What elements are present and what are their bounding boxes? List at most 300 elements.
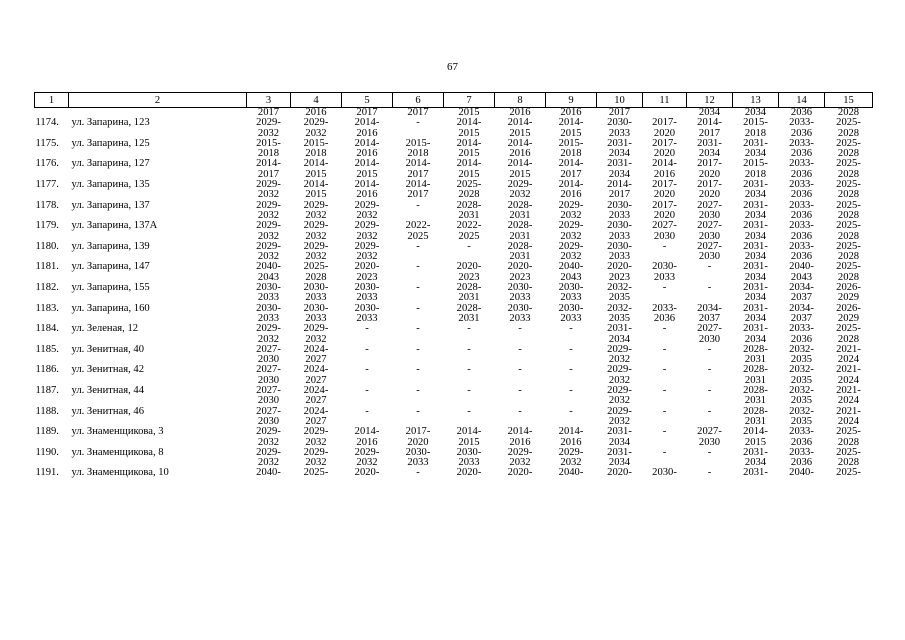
address-cell: ул. Запарина, 127 (71, 158, 150, 170)
table-cell: 2029- 2032 (303, 240, 329, 263)
table-cell: 2014- 2017 (256, 158, 281, 180)
table-cell: 2015- 2018 (256, 137, 281, 160)
table-cell: 2028- 2031 (507, 220, 533, 242)
table-cell: - (518, 364, 522, 376)
table-cell: 2030- 2033 (256, 302, 281, 324)
header-cell-1: 1 (35, 93, 69, 108)
table-cell: 2033- 2036 (789, 117, 814, 139)
table-cell: 2014- 2015 (456, 117, 482, 139)
table-cell: 2014- 2016 (354, 137, 380, 160)
header-cell-7: 7 (444, 93, 495, 108)
table-cell: 2031- 2034 (743, 282, 768, 304)
table-cell: 2014- 2015 (456, 426, 482, 448)
table-cell: 2016 (560, 107, 582, 118)
table-row (35, 242, 873, 263)
table-cell: 2027- 2030 (697, 199, 722, 221)
table-cell: 2031- 2034 (607, 323, 632, 345)
table-cell: 2033- 2036 (652, 302, 677, 324)
table-cell: 2030- (652, 467, 677, 479)
table-cell: 2029- 2032 (354, 220, 380, 242)
table-cell: 2030- 2033 (303, 302, 329, 324)
table-cell: 2015- 2018 (303, 137, 329, 160)
table-cell: 2034- 2037 (697, 302, 722, 324)
table-cell: 2021- 2024 (836, 405, 861, 427)
row-number: 1178. (35, 199, 59, 211)
table-cell: 2014- 2016 (354, 426, 380, 448)
table-cell: 2025- (836, 467, 861, 479)
table-cell: 2030- 2033 (354, 302, 380, 324)
table-cell: 2031- 2034 (743, 261, 768, 283)
table-row (35, 407, 873, 428)
table-cell: 2020- (607, 467, 632, 479)
table-cell: - (707, 467, 712, 479)
table-cell: 2025- 2028 (303, 261, 329, 283)
table-cell: - (467, 385, 471, 397)
header-cell-4: 4 (291, 93, 342, 108)
table-cell: 2014- 2015 (456, 137, 482, 160)
table-cell: - (662, 446, 667, 458)
table-cell: 2034 (698, 107, 721, 118)
table-cell: 2025- 2028 (836, 261, 861, 283)
table-cell: 2028 (837, 107, 860, 118)
row-number: 1191. (35, 467, 59, 479)
table-row (35, 139, 873, 160)
table-cell: 2020- 2023 (607, 261, 632, 283)
table-row (35, 324, 873, 345)
table-cell: 2014- 2017 (558, 158, 584, 180)
header-cell-15: 15 (825, 93, 873, 108)
table-cell: - (416, 405, 420, 417)
table-cell: 2027- 2030 (697, 240, 722, 263)
row-number: 1184. (35, 323, 59, 335)
table-cell: 2031- (743, 467, 768, 479)
table-cell: 2031- 2034 (743, 240, 768, 263)
table-cell: 2029- 2032 (303, 117, 329, 139)
table-cell: 2040- 2043 (789, 261, 814, 283)
table-cell: 2029- 2032 (303, 323, 329, 345)
table-cell: 2030- 2033 (652, 261, 677, 283)
table-cell: 2027- 2030 (652, 220, 677, 242)
table-cell: - (569, 364, 573, 376)
table-cell: - (707, 261, 712, 273)
header-row (35, 93, 873, 108)
table-cell: - (416, 261, 420, 273)
table-cell: 2014- 2015 (303, 179, 329, 201)
table-cell: - (416, 117, 420, 129)
table-cell: - (365, 405, 369, 417)
table-cell: 2025- 2028 (836, 426, 861, 448)
table-cell: 2014- 2017 (607, 179, 632, 201)
address-cell: ул. Знаменщикова, 8 (71, 446, 164, 458)
table-cell: 2027- 2030 (256, 364, 281, 386)
header-cell-14: 14 (779, 93, 825, 108)
table-cell: 2014- 2016 (558, 426, 584, 448)
table-cell: 2036 (790, 107, 813, 118)
table-cell: - (467, 364, 471, 376)
table-cell: - (518, 323, 522, 335)
table-cell: 2014- 2016 (507, 137, 533, 160)
table-cell: 2014- 2015 (743, 426, 768, 448)
table-cell: - (569, 405, 573, 417)
table-cell: 2031- 2034 (743, 302, 768, 324)
header-cell-9: 9 (546, 93, 597, 108)
table-cell: 2031- 2034 (607, 446, 632, 469)
table-cell: 2031- 2034 (743, 137, 768, 160)
table-cell: 2030- 2033 (607, 117, 632, 139)
address-cell: ул. Зенитная, 44 (71, 385, 145, 397)
table-cell: 2033- 2036 (789, 137, 814, 160)
table-cell: - (416, 385, 420, 397)
row-number: 1176. (35, 158, 59, 170)
table-cell: 2016 (305, 107, 327, 118)
table-cell: 2033- 2036 (789, 179, 814, 201)
address-cell: ул. Зеленая, 12 (71, 323, 139, 335)
table-cell: - (662, 282, 667, 294)
table-cell: 2020- (507, 467, 533, 479)
table-cell: 2033- 2036 (789, 220, 814, 242)
table-cell: 2029- 2032 (507, 179, 533, 201)
table-cell: 2017- 2020 (652, 179, 677, 201)
address-cell: ул. Запарина, 123 (71, 117, 150, 129)
table-cell: 2014- 2017 (405, 158, 431, 180)
table-cell: - (467, 240, 471, 252)
table-cell: 2028- 2031 (743, 364, 768, 386)
row-number: 1190. (35, 446, 59, 458)
table-cell: 2014- 2017 (405, 179, 431, 201)
table-cell: 2024- 2027 (303, 364, 329, 386)
table-cell: 2030- 2033 (405, 446, 431, 469)
table-cell: 2014- 2016 (354, 117, 380, 139)
table-cell: 2040- (256, 467, 281, 479)
table-cell: 2028- 2031 (507, 240, 533, 263)
row-number: 1174. (35, 117, 59, 129)
table-cell: 2020- 2023 (507, 261, 533, 283)
table-cell: 2030- 2033 (607, 220, 632, 242)
table-cell: - (569, 323, 573, 335)
table-cell: 2026- 2029 (836, 282, 861, 304)
address-cell: ул. Запарина, 155 (71, 282, 150, 294)
table-cell: 2028- 2031 (456, 302, 482, 324)
table-cell: 2031- 2034 (743, 199, 768, 221)
table-cell: 2031- 2034 (743, 179, 768, 201)
table-cell: 2015 (458, 107, 480, 118)
address-cell: ул. Запарина, 137 (71, 199, 150, 211)
table-cell: - (569, 385, 573, 397)
table-cell: 2030- 2033 (507, 302, 533, 324)
table-cell: - (569, 343, 573, 355)
table-row (35, 365, 873, 386)
table-cell: 2024- 2027 (303, 405, 329, 427)
table-cell: - (365, 364, 369, 376)
table-row (35, 283, 873, 304)
table-cell: - (662, 364, 667, 376)
table-cell: - (707, 446, 712, 458)
table-cell: 2033- 2036 (789, 426, 814, 448)
table-row (35, 118, 873, 139)
table-cell: 2027- 2030 (256, 343, 281, 366)
table-cell: 2014- 2016 (558, 179, 584, 201)
address-cell: ул. Знаменщикова, 10 (71, 467, 169, 479)
table-cell: 2025- 2028 (836, 137, 861, 160)
table-cell: 2014- 2015 (507, 117, 533, 139)
table-cell: - (416, 364, 420, 376)
address-cell: ул. Запарина, 139 (71, 240, 150, 252)
table-cell: 2033- 2036 (789, 240, 814, 263)
table-cell: 2015- 2018 (405, 137, 431, 160)
table-cell: 2017- 2020 (652, 199, 677, 221)
header-cell-11: 11 (643, 93, 687, 108)
table-cell: 2030- 2033 (354, 282, 380, 304)
row-number: 1186. (35, 364, 59, 376)
table-cell: 2025- 2028 (836, 199, 861, 221)
table-cell: 2034 (744, 107, 767, 118)
table-row (35, 448, 873, 469)
table-row (35, 427, 873, 448)
row-number: 1187. (35, 385, 59, 397)
table-cell: 2017 (257, 107, 280, 118)
table-cell: 2027- 2030 (697, 220, 722, 242)
table-cell: 2029- 2032 (256, 179, 281, 201)
table-row (35, 386, 873, 407)
table-cell: 2029- 2032 (558, 220, 584, 242)
table-row (35, 180, 873, 201)
row-number: 1175. (35, 137, 59, 149)
table-cell: - (707, 343, 712, 355)
table-cell: 2029- 2032 (558, 199, 584, 221)
table-cell: 2014- 2015 (456, 158, 482, 180)
table-cell: 2017 (407, 107, 429, 118)
row-number: 1182. (35, 282, 59, 294)
table-cell: 2028- 2031 (743, 343, 768, 366)
table-cell: 2030- 2033 (607, 199, 632, 221)
table-cell: 2027- 2030 (697, 323, 722, 345)
table-cell: 2030- 2033 (607, 240, 632, 263)
table-cell: 2025- 2028 (836, 117, 861, 139)
table-cell: 2014- 2015 (507, 158, 533, 180)
table-cell: - (707, 282, 712, 294)
table-cell: - (365, 385, 369, 397)
table-cell: 2020- (354, 467, 380, 479)
header-cell-12: 12 (687, 93, 733, 108)
table-cell: 2025- 2028 (836, 220, 861, 242)
table-cell: - (416, 343, 420, 355)
address-cell: ул. Запарина, 135 (71, 179, 150, 191)
address-cell: ул. Знаменщикова, 3 (71, 426, 164, 438)
table-cell: 2033- 2036 (789, 446, 814, 469)
page-number: 67 (447, 61, 458, 73)
table-cell: - (416, 302, 420, 314)
table-cell: 2020- 2023 (456, 261, 482, 283)
table-cell: 2021- 2024 (836, 343, 861, 366)
table-cell: 2030- 2033 (303, 282, 329, 304)
table-cell: 2028- 2031 (456, 282, 482, 304)
table-cell: - (467, 323, 471, 335)
table-cell: - (518, 385, 522, 397)
address-cell: ул. Запарина, 125 (71, 137, 150, 149)
table-cell: 2017- 2020 (405, 426, 431, 448)
table-cell: 2031- 2034 (607, 137, 632, 160)
table-cell: 2033- 2036 (789, 158, 814, 180)
table-cell: 2029- 2032 (303, 220, 329, 242)
table-cell: 2030- 2033 (256, 282, 281, 304)
table-cell: 2016 (509, 107, 531, 118)
table-cell: 2025- 2028 (456, 179, 482, 201)
table-cell: 2033- 2036 (789, 199, 814, 221)
table-cell: 2029- 2032 (558, 240, 584, 263)
table-cell: - (662, 426, 667, 438)
table-cell: 2021- 2024 (836, 385, 861, 407)
table-cell: 2040- 2043 (558, 261, 584, 283)
address-cell: ул. Запарина, 147 (71, 261, 150, 273)
header-cell-3: 3 (247, 93, 291, 108)
table-cell: 2029- 2032 (303, 199, 329, 221)
table-body (35, 108, 873, 489)
address-cell: ул. Запарина, 137А (71, 220, 158, 232)
address-cell: ул. Зенитная, 42 (71, 364, 145, 376)
table-cell: 2029- 2032 (354, 240, 380, 263)
table-cell: 2029- 2032 (256, 446, 281, 469)
table-cell: 2024- 2027 (303, 385, 329, 407)
table-cell: - (518, 405, 522, 417)
table-cell: - (707, 405, 712, 417)
table-cell: - (416, 467, 420, 479)
table-cell: 2025- 2028 (836, 446, 861, 469)
table-cell: 2033- 2036 (789, 323, 814, 345)
table-row (35, 221, 873, 242)
address-cell: ул. Запарина, 160 (71, 302, 150, 314)
table-cell: 2029- 2032 (607, 364, 632, 386)
table-cell: 2029- 2032 (256, 323, 281, 345)
table-cell: 2014- 2016 (652, 158, 677, 180)
table-cell: - (662, 343, 667, 355)
schedule-table-container (34, 92, 872, 489)
table-cell: - (662, 385, 667, 397)
header-cell-2: 2 (69, 93, 247, 108)
table-cell: 2031- 2034 (607, 426, 632, 448)
table-cell: 2032- 2035 (789, 343, 814, 366)
table-cell: 2034- 2037 (789, 282, 814, 304)
schedule-table (34, 92, 873, 489)
table-cell: - (518, 343, 522, 355)
table-cell: - (662, 323, 667, 335)
row-number: 1181. (35, 261, 59, 273)
table-cell: 2020- (456, 467, 482, 479)
table-cell: 2031- 2034 (743, 323, 768, 345)
table-cell: - (707, 364, 712, 376)
table-cell: 2029- 2032 (303, 426, 329, 448)
table-cell: 2031- 2034 (743, 446, 768, 469)
table-cell: 2015- 2018 (743, 158, 768, 180)
table-cell: - (416, 199, 420, 211)
table-cell: 2014- 2015 (303, 158, 329, 180)
table-cell: - (662, 240, 667, 252)
table-cell: 2040- (558, 467, 584, 479)
table-cell: - (416, 240, 420, 252)
table-cell: 2034- 2037 (789, 302, 814, 324)
table-cell: - (662, 405, 667, 417)
table-cell: 2014- 2016 (354, 179, 380, 201)
table-cell: 2021- 2024 (836, 364, 861, 386)
header-cell-13: 13 (733, 93, 779, 108)
table-cell: 2029- 2032 (256, 220, 281, 242)
table-cell: 2028- 2031 (743, 385, 768, 407)
table-cell: 2030- 2033 (558, 282, 584, 304)
table-cell: 2014- 2017 (697, 117, 722, 139)
table-cell: 2027- 2030 (697, 426, 722, 448)
row-number: 1185. (35, 343, 59, 355)
table-cell: 2020- 2023 (354, 261, 380, 283)
header-cell-8: 8 (495, 93, 546, 108)
table-row (35, 345, 873, 366)
table-row (35, 159, 873, 180)
table-cell: 2025- 2028 (836, 240, 861, 263)
table-cell: 2030- 2033 (558, 302, 584, 324)
table-cell: 2040- (789, 467, 814, 479)
table-cell: 2015- 2018 (743, 117, 768, 139)
table-cell: 2029- 2032 (256, 117, 281, 139)
address-cell: ул. Зенитная, 40 (71, 343, 145, 355)
table-cell: 2031- 2034 (743, 220, 768, 242)
table-cell: 2014- 2015 (558, 117, 584, 139)
table-cell: - (707, 385, 712, 397)
table-cell: 2029- 2032 (607, 385, 632, 407)
table-cell: 2014- 2015 (354, 158, 380, 180)
row-number: 1180. (35, 240, 59, 252)
table-cell: 2029- 2032 (354, 446, 380, 469)
table-cell: 2032- 2035 (789, 364, 814, 386)
table-cell: 2029- 2032 (607, 405, 632, 427)
table-cell: 2017- 2020 (652, 117, 677, 139)
table-cell: - (365, 343, 369, 355)
table-row (35, 201, 873, 222)
table-cell: 2031- 2034 (697, 137, 722, 160)
table-cell: 2027- 2030 (256, 405, 281, 427)
address-cell: ул. Зенитная, 46 (71, 405, 145, 417)
row-number: 1188. (35, 405, 59, 417)
table-cell: 2029- 2032 (558, 446, 584, 469)
table-cell: 2032- 2035 (789, 385, 814, 407)
row-number: 1177. (35, 179, 59, 191)
table-cell: 2022- 2025 (456, 220, 482, 242)
row-number: 1189. (35, 426, 59, 438)
header-cell-5: 5 (342, 93, 393, 108)
table-cell: 2024- 2027 (303, 343, 329, 366)
row-number: 1183. (35, 302, 59, 314)
table-cell: - (467, 405, 471, 417)
table-cell: 2032- 2035 (607, 282, 632, 304)
table-cell: 2032- 2035 (607, 302, 632, 324)
row-number: 1179. (35, 220, 59, 232)
table-cell: 2015- 2018 (558, 137, 584, 160)
table-cell: 2017 (356, 107, 378, 118)
table-cell: 2026- 2029 (836, 302, 861, 324)
table-row (35, 468, 873, 489)
table-cell: 2029- 2032 (256, 199, 281, 221)
table-cell: - (416, 323, 420, 335)
table-cell: 2017 (608, 107, 631, 118)
table-cell: 2017- 2020 (697, 158, 722, 180)
table-row (35, 304, 873, 325)
table-row (35, 262, 873, 283)
table-cell: 2040- 2043 (256, 261, 281, 283)
table-cell: 2028- 2031 (507, 199, 533, 221)
table-cell: 2025- 2028 (836, 158, 861, 180)
table-cell: 2029- 2032 (507, 446, 533, 469)
header-cell-6: 6 (393, 93, 444, 108)
table-cell: 2027- 2030 (256, 385, 281, 407)
table-cell: 2025- 2028 (836, 323, 861, 345)
table-cell: 2031- 2034 (607, 158, 632, 180)
